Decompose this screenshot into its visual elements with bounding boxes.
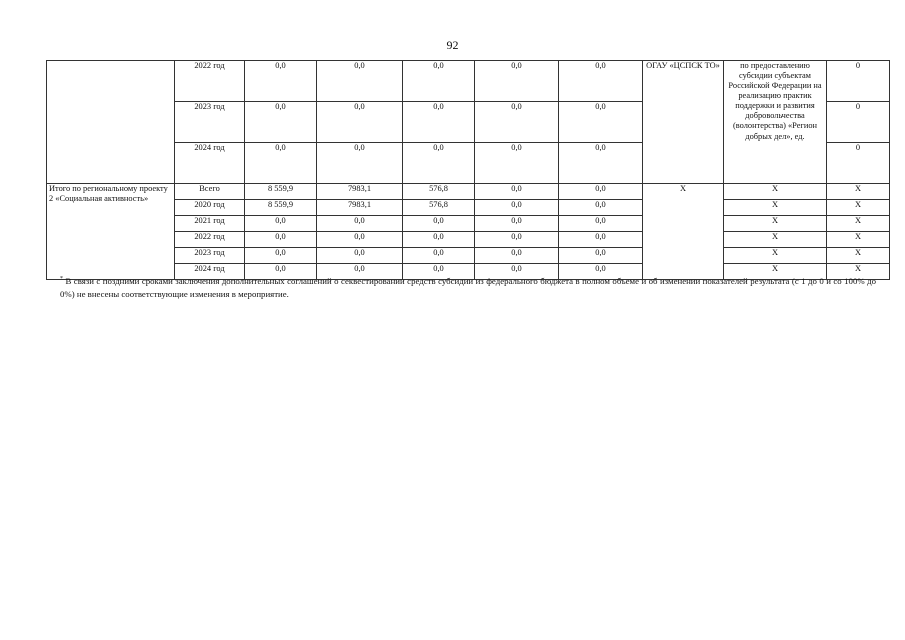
year-cell: Всего — [175, 184, 245, 200]
value-cell: 0,0 — [559, 200, 643, 216]
value-cell: 0,0 — [475, 102, 559, 143]
executor-cell: ОГАУ «ЦСПСК ТО» — [643, 61, 724, 184]
footnote-mark: * — [60, 276, 63, 282]
value-cell: 0,0 — [559, 143, 643, 184]
indicator-cell: Х — [724, 248, 827, 264]
year-cell: 2023 год — [175, 102, 245, 143]
value-cell: 0,0 — [475, 61, 559, 102]
value-cell: 0,0 — [245, 143, 317, 184]
indicator-value-cell: 0 — [827, 102, 890, 143]
indicator-value-cell: Х — [827, 248, 890, 264]
value-cell: 0,0 — [317, 216, 403, 232]
value-cell: 0,0 — [245, 61, 317, 102]
value-cell: 0,0 — [317, 264, 403, 280]
value-cell: 7983,1 — [317, 184, 403, 200]
value-cell: 0,0 — [317, 102, 403, 143]
value-cell: 576,8 — [403, 184, 475, 200]
value-cell: 0,0 — [559, 264, 643, 280]
value-cell: 0,0 — [475, 232, 559, 248]
indicator-value-cell: Х — [827, 264, 890, 280]
indicator-value-cell: 0 — [827, 61, 890, 102]
value-cell: 0,0 — [559, 248, 643, 264]
value-cell: 0,0 — [403, 216, 475, 232]
value-cell: 0,0 — [245, 264, 317, 280]
indicator-value-cell: Х — [827, 232, 890, 248]
value-cell: 7983,1 — [317, 200, 403, 216]
indicator-value-cell: Х — [827, 200, 890, 216]
value-cell: 0,0 — [475, 184, 559, 200]
indicator-value-cell: Х — [827, 216, 890, 232]
footnote — [60, 275, 876, 301]
year-cell: 2024 год — [175, 264, 245, 280]
year-cell: 2024 год — [175, 143, 245, 184]
value-cell: 0,0 — [317, 248, 403, 264]
indicator-cell: по предоставлению субсидии субъектам Российской Федерации на реализацию практик поддержки и развития добровольчества (волонтерства) «Регион добрых дел», ед. — [724, 61, 827, 184]
value-cell: 0,0 — [559, 184, 643, 200]
value-cell: 0,0 — [403, 264, 475, 280]
value-cell: 0,0 — [403, 232, 475, 248]
year-cell: 2022 год — [175, 232, 245, 248]
value-cell: 0,0 — [403, 61, 475, 102]
indicator-cell: Х — [724, 184, 827, 200]
table-row — [47, 184, 890, 200]
year-cell: 2022 год — [175, 61, 245, 102]
executor-cell: Х — [643, 184, 724, 280]
value-cell: 8 559,9 — [245, 200, 317, 216]
value-cell: 0,0 — [475, 248, 559, 264]
value-cell: 0,0 — [559, 102, 643, 143]
value-cell: 0,0 — [403, 102, 475, 143]
table-row — [47, 61, 890, 102]
value-cell: 0,0 — [403, 248, 475, 264]
program-label-cell — [47, 61, 175, 184]
year-cell: 2021 год — [175, 216, 245, 232]
value-cell: 0,0 — [475, 143, 559, 184]
value-cell: 0,0 — [403, 143, 475, 184]
value-cell: 8 559,9 — [245, 184, 317, 200]
value-cell: 0,0 — [475, 264, 559, 280]
value-cell: 0,0 — [317, 61, 403, 102]
value-cell: 0,0 — [245, 248, 317, 264]
value-cell: 0,0 — [245, 216, 317, 232]
value-cell: 0,0 — [475, 200, 559, 216]
value-cell: 0,0 — [317, 232, 403, 248]
page-number: 92 — [446, 38, 459, 52]
value-cell: 0,0 — [559, 61, 643, 102]
indicator-cell: Х — [724, 232, 827, 248]
indicator-cell: Х — [724, 200, 827, 216]
value-cell: 0,0 — [245, 232, 317, 248]
indicator-value-cell: 0 — [827, 143, 890, 184]
footnote-text: В связи с поздними сроками заключения дополнительных соглашений о секвестировании средств субсидии из федерального бюджета в полном объеме и об изменении показателей результата (с 1 до 0 и со 100% до 0%) не внесены соответствующие изменения в мероприятие. — [60, 276, 877, 299]
value-cell: 0,0 — [559, 216, 643, 232]
value-cell: 0,0 — [475, 216, 559, 232]
year-cell: 2020 год — [175, 200, 245, 216]
value-cell: 0,0 — [245, 102, 317, 143]
value-cell: 576,8 — [403, 200, 475, 216]
value-cell: 0,0 — [559, 232, 643, 248]
value-cell: 0,0 — [317, 143, 403, 184]
report-table — [46, 60, 890, 280]
indicator-cell: Х — [724, 264, 827, 280]
year-cell: 2023 год — [175, 248, 245, 264]
total-label-cell: Итого по региональному проекту 2 «Социальная активность» — [47, 184, 175, 280]
indicator-value-cell: Х — [827, 184, 890, 200]
indicator-cell: Х — [724, 216, 827, 232]
